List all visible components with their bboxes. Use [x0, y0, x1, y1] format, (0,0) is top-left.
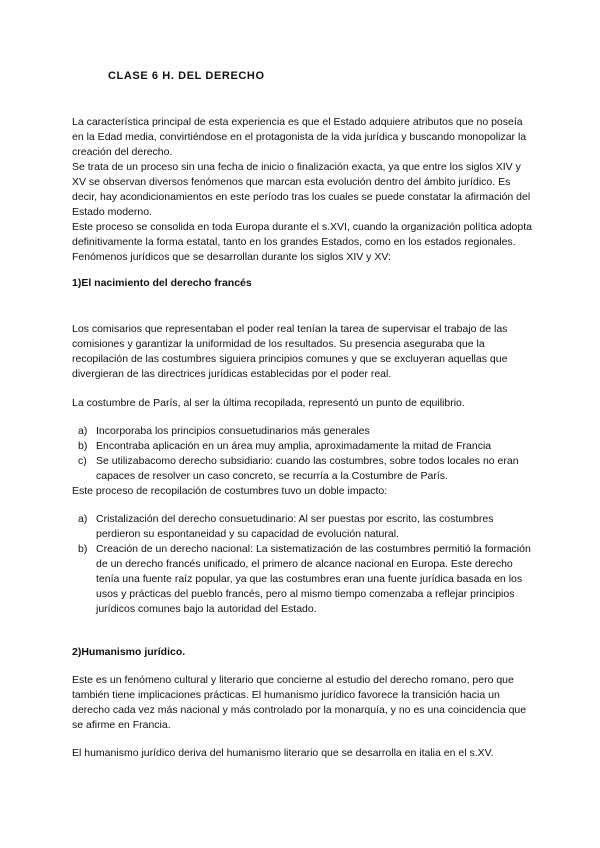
list-marker: c)	[78, 455, 87, 467]
list-costumbre-paris	[72, 424, 532, 484]
list-marker: b)	[78, 440, 88, 452]
paragraph: Este es un fenómeno cultural y literario que concierne al estudio del derecho romano, pero que también tiene implicaciones prácticas. El humanismo jurídico favorece la transición hacia un derecho cada vez más nacional y más controlado por la monarquía, y no es una coincidencia que se afirme en Francia.	[72, 674, 527, 731]
list-item	[72, 454, 532, 484]
section2-para1	[72, 673, 532, 733]
section1-heading: 1)El nacimiento del derecho francés	[72, 277, 252, 289]
list-item	[72, 424, 532, 439]
paragraph: La costumbre de París, al ser la última recopilada, representó un punto de equilibrio.	[72, 397, 465, 409]
section2-para2	[72, 746, 532, 761]
intro-paragraph: La característica principal de esta experiencia es que el Estado adquiere atributos que no poseía en la Edad media, convirtiéndose en el protagonista de la vida jurídica y buscando monopolizar la creación del derecho.	[72, 116, 527, 158]
list-marker: b)	[78, 543, 88, 555]
list-item-text: Encontraba aplicación en un área muy amplia, aproximadamente la mitad de Francia	[96, 440, 492, 452]
intro-paragraph: Fenómenos jurídicos que se desarrollan durante los siglos XIV y XV:	[72, 251, 391, 263]
list-item-text: Se utilizabacomo derecho subsidiario: cuando las costumbres, sobre todos locales no eran capaces de resolver un caso concreto, se recurría a la Costumbre de París.	[96, 455, 519, 482]
paragraph: El humanismo jurídico deriva del humanismo literario que se desarrolla en italia en el s.XV.	[72, 747, 494, 759]
list-item-text: Incorporaba los principios consuetudinarios más generales	[96, 425, 370, 437]
list-marker: a)	[78, 425, 88, 437]
section1-para2	[72, 396, 532, 411]
list-marker: a)	[78, 513, 88, 525]
section1-para1	[72, 322, 532, 382]
intro-block	[72, 115, 532, 265]
section1-para3	[72, 484, 532, 499]
intro-paragraph: Se trata de un proceso sin una fecha de inicio o finalización exacta, ya que entre los siglos XIV y XV se observan diversos fenómenos que marcan esta evolución dentro del ámbito jurídico. Es decir, hay acondicionamientos en este período tras los cuales se puede constatar la afirmación del Estado moderno.	[72, 161, 531, 218]
document-title: CLASE 6 H. DEL DERECHO	[108, 70, 265, 82]
intro-paragraph: Este proceso se consolida en toda Europa durante el s.XVI, cuando la organización política adopta definitivamente la forma estatal, tanto en los grandes Estados, como en los estados regionales.	[72, 221, 532, 248]
paragraph: Este proceso de recopilación de costumbres tuvo un doble impacto:	[72, 485, 388, 497]
section2-heading: 2)Humanismo jurídico.	[72, 646, 186, 658]
list-doble-impacto	[72, 512, 532, 617]
list-item	[72, 542, 532, 617]
list-item-text: Cristalización del derecho consuetudinario: Al ser puestas por escrito, las costumbres perdieron su espontaneidad y su capacidad de evolución natural.	[96, 513, 494, 540]
list-item	[72, 439, 532, 454]
paragraph: Los comisarios que representaban el poder real tenían la tarea de supervisar el trabajo de las comisiones y garantizar la uniformidad de los resultados. Su presencia aseguraba que la recopilación de las costumbres siguiera principios comunes y que se excluyeran aquellas que divergieran de las directrices jurídicas establecidas por el poder real.	[72, 323, 508, 380]
list-item-text: Creación de un derecho nacional: La sistematización de las costumbres permitió la formación de un derecho francés unificado, el primero de alcance nacional en Europa. Este derecho tenía una fuente raíz popular, ya que las costumbres eran una fuente jurídica basada en los usos y prácticas del pueblo francés, pero al mismo tiempo comenzaba a reflejar principios jurídicos comunes bajo la autoridad del Estado.	[96, 543, 531, 615]
list-item	[72, 512, 532, 542]
